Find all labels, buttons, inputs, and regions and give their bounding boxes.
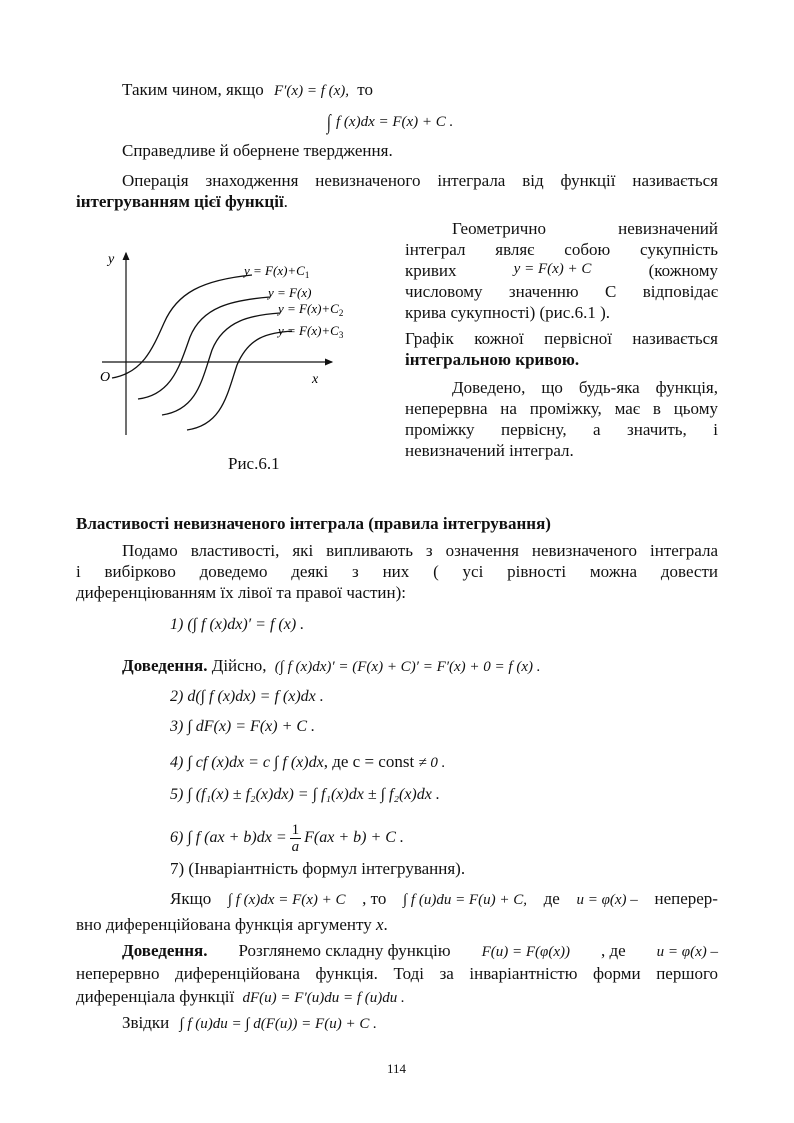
- integration-term: інтегруванням цієї функції: [76, 192, 284, 211]
- line-3b-end: .: [283, 192, 288, 211]
- right-line-2: інтеграл являє собою сукупність: [405, 240, 718, 259]
- right-line-1: Геометрично невизначений: [452, 219, 718, 238]
- right-line-5: крива сукупності) (рис.6.1 ).: [405, 303, 610, 322]
- text-line-2: Справедливе й обернене твердження.: [122, 141, 393, 160]
- integral-curve-term: інтегральною кривою.: [405, 350, 580, 369]
- right-line-3: [405, 261, 718, 281]
- line-1-text: Таким чином, якщо: [122, 80, 264, 99]
- integral-equation-1: [326, 110, 453, 135]
- property-6: [170, 816, 404, 860]
- right-line-11: невизначений інтеграл.: [405, 441, 574, 460]
- property-4: [170, 752, 445, 772]
- integral-sign: ∫: [326, 110, 331, 134]
- proof-2-c-text: диференціала функції: [76, 987, 235, 1006]
- right-line-8: Доведено, що будь-яка функція,: [452, 378, 718, 397]
- property-7: 7) (Інваріантність формул інтегрування).: [170, 859, 466, 878]
- p7-cont-var: x: [375, 915, 384, 934]
- integral-curves-figure: [92, 245, 382, 445]
- p7-de: де: [543, 889, 560, 908]
- right-line-3-end: (кожному: [648, 261, 718, 280]
- fraction-denominator: a: [291, 838, 300, 855]
- line-1-end: то: [357, 80, 373, 99]
- curve-f: [138, 297, 270, 399]
- p7-mid: , то: [362, 889, 387, 908]
- p7-end: неперер-: [654, 889, 718, 908]
- fraction-numerator: 1: [291, 821, 300, 838]
- final-line-text: Звідки: [122, 1013, 170, 1032]
- property-4-formula: 4) ∫ cf (x)dx = c ∫ f (x)dx: [170, 754, 324, 771]
- right-line-6: Графік кожної первісної називається: [405, 329, 718, 348]
- derivative-formula: F′(x) = f (x),: [273, 83, 350, 99]
- p7-cont-text: вно диференційована функція аргументу: [76, 915, 372, 934]
- proof-2-line-c: [76, 987, 405, 1007]
- para-1-line-a: Подамо властивості, які випливають з означення невизначеного інтеграла: [122, 541, 718, 560]
- proof-2-line-b: неперервно диференційована функція. Тоді за інваріантністю форми першого: [76, 964, 718, 983]
- p7-cont-dot: .: [383, 915, 388, 934]
- proof-2-formula-2: u = φ(x) –: [656, 944, 718, 960]
- property-7-statement: [170, 889, 718, 909]
- p7-formula-3: u = φ(x) –: [576, 892, 638, 908]
- page-number: 114: [387, 1061, 407, 1076]
- proof-1-text: Дійсно,: [211, 656, 267, 675]
- right-line-10: проміжку первісну, а значить, і: [405, 420, 718, 439]
- right-line-3-start: кривих: [405, 261, 457, 280]
- property-2: 2) d(∫ f (x)dx) = f (x)dx .: [170, 688, 324, 705]
- p7-formula-1: ∫ f (x)dx = F(x) + C: [227, 892, 346, 908]
- property-6-left: 6) ∫ f (ax + b)dx =: [170, 829, 287, 846]
- final-line-formula: ∫ f (u)du = ∫ d(F(u)) = F(u) + C .: [179, 1016, 377, 1032]
- y-axis-label: y: [108, 252, 115, 267]
- proof-1: [122, 656, 541, 676]
- para-1-line-b: і вибірково доведемо деякі з них ( усі рівності можна довести: [76, 562, 718, 581]
- figure-caption: Рис.6.1: [228, 454, 280, 473]
- label-c1: $y = F(x)+C_1$: [244, 263, 310, 280]
- property-1: 1) (∫ f (x)dx)′ = f (x) .: [170, 616, 305, 633]
- property-6-right: F(ax + b) + C .: [304, 829, 404, 846]
- property-5: 5) ∫ (f₁(x) ± f₂(x)dx) = ∫ f₁(x)dx ± ∫ f₂(x)dx .: [170, 786, 440, 803]
- proof-1-formula: (∫ f (x)dx)′ = (F(x) + C)′ = F′(x) + 0 = f (x) .: [274, 659, 541, 675]
- right-column: [405, 219, 718, 461]
- right-line-4: числовому значенню С відповідає: [405, 282, 718, 301]
- label-c2: $y = F(x)+C_2$: [278, 301, 344, 318]
- p7-formula-2: ∫ f (u)du = F(u) + C,: [403, 892, 527, 908]
- text-line-3b: [76, 192, 288, 212]
- right-line-9: неперервна на проміжку, має в цьому: [405, 399, 718, 418]
- x-axis-label: x: [312, 372, 319, 387]
- proof-2-label: Доведення.: [122, 941, 208, 960]
- property-4-end: ≠ 0 .: [418, 755, 446, 771]
- proof-2-formula-3: dF(u) = F′(u)du = f (u)du .: [242, 990, 405, 1006]
- property-7-continuation: [76, 915, 388, 935]
- equation-1-body: f (x)dx = F(x) + C .: [336, 114, 454, 130]
- proof-2-text: Розглянемо складну функцію: [238, 941, 451, 960]
- para-1-line-c: диференціюванням їх лівої та правої частин):: [76, 583, 407, 602]
- text-line-3a: Операція знаходження невизначеного інтеграла від функції називається: [122, 171, 718, 190]
- text-line-1: [122, 80, 373, 100]
- property-4-text: , де c = const: [323, 752, 415, 771]
- final-line: [122, 1013, 377, 1033]
- fraction-one-over-a: [290, 822, 302, 855]
- property-3: 3) ∫ dF(x) = F(x) + C .: [170, 718, 316, 735]
- label-f: y = F(x): [268, 285, 312, 300]
- section-heading: Властивості невизначеного інтеграла (правила інтегрування): [76, 514, 551, 533]
- origin-label: O: [100, 370, 111, 385]
- curve-c3: [187, 331, 292, 430]
- proof-2-de: , де: [600, 941, 626, 960]
- p7-start: Якщо: [170, 889, 212, 908]
- curve-family-formula: y = F(x) + C: [513, 261, 592, 277]
- label-c3: $y = F(x)+C_3$: [278, 323, 344, 340]
- proof-1-label: Доведення.: [122, 656, 208, 675]
- proof-2-line-a: [122, 941, 718, 961]
- proof-2-formula-1: F(u) = F(φ(x)): [481, 944, 570, 960]
